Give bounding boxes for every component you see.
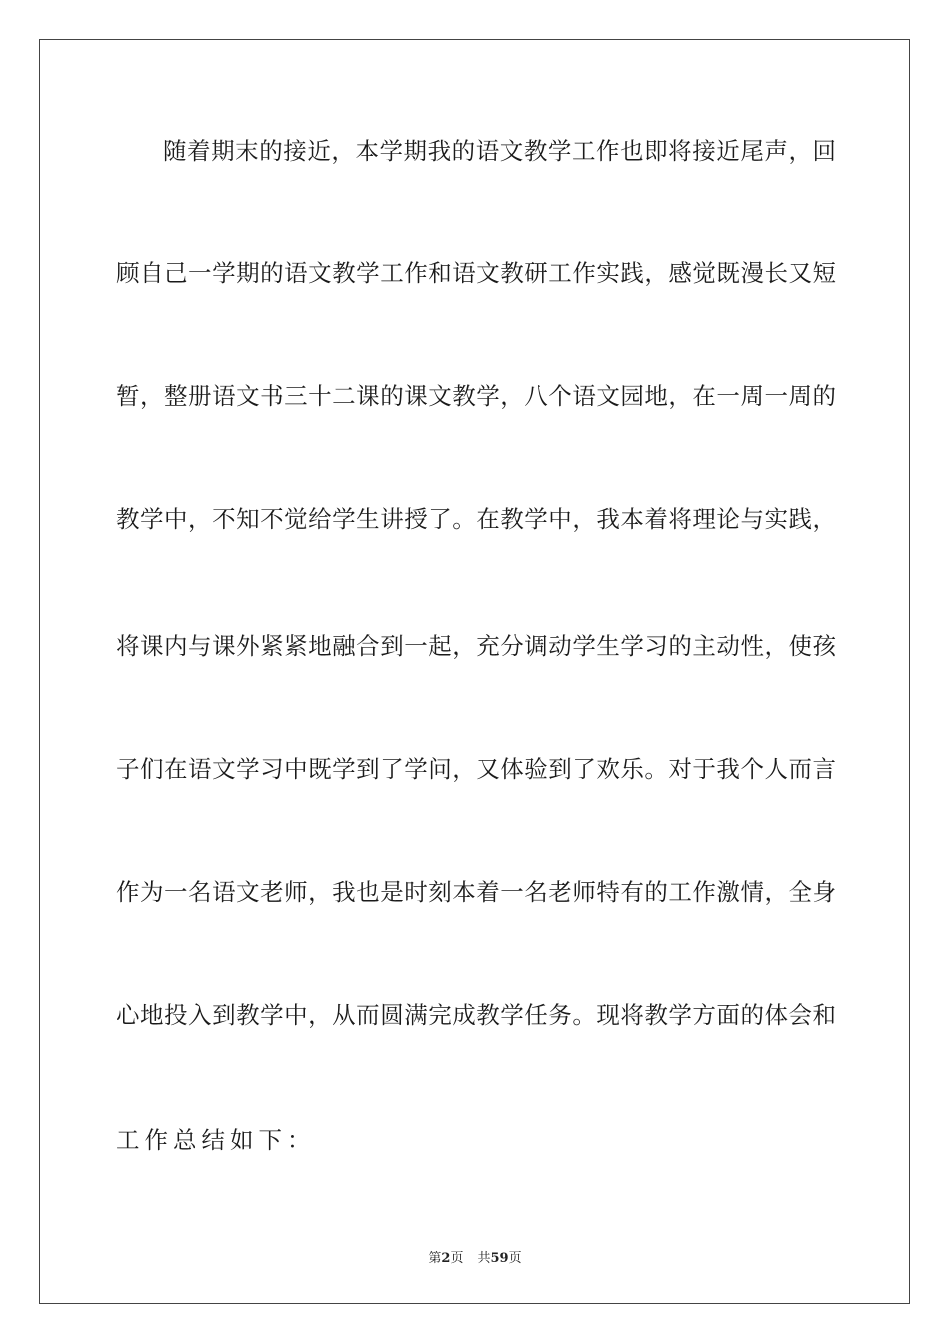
paragraph-line-5: 将课内与课外紧紧地融合到一起，充分调动学生学习的主动性，使孩 (116, 632, 836, 660)
footer-total-suffix: 页 (508, 1251, 522, 1266)
paragraph-line-8: 心地投入到教学中，从而圆满完成教学任务。现将教学方面的体会和 (116, 1001, 836, 1029)
current-page-number: 2 (441, 1251, 451, 1266)
footer-prefix: 第 (428, 1251, 442, 1266)
page-border (39, 39, 910, 1304)
paragraph-line-9: 工作总结如下： (116, 1126, 316, 1154)
paragraph-line-1: 随着期末的接近，本学期我的语文教学工作也即将接近尾声，回 (163, 137, 836, 165)
footer-total-prefix: 共 (477, 1251, 491, 1266)
paragraph-line-4: 教学中，不知不觉给学生讲授了。在教学中，我本着将理论与实践， (116, 505, 836, 533)
paragraph-line-6: 子们在语文学习中既学到了学问，又体验到了欢乐。对于我个人而言 (116, 755, 836, 783)
total-page-count: 59 (490, 1251, 509, 1266)
page-footer (0, 1247, 950, 1266)
paragraph-line-3: 暂，整册语文书三十二课的课文教学，八个语文园地，在一周一周的 (116, 382, 836, 410)
paragraph-line-2: 顾自己一学期的语文教学工作和语文教研工作实践，感觉既漫长又短 (116, 259, 836, 287)
paragraph-line-7: 作为一名语文老师，我也是时刻本着一名老师特有的工作激情，全身 (116, 878, 836, 906)
footer-page-suffix: 页 (450, 1251, 464, 1266)
